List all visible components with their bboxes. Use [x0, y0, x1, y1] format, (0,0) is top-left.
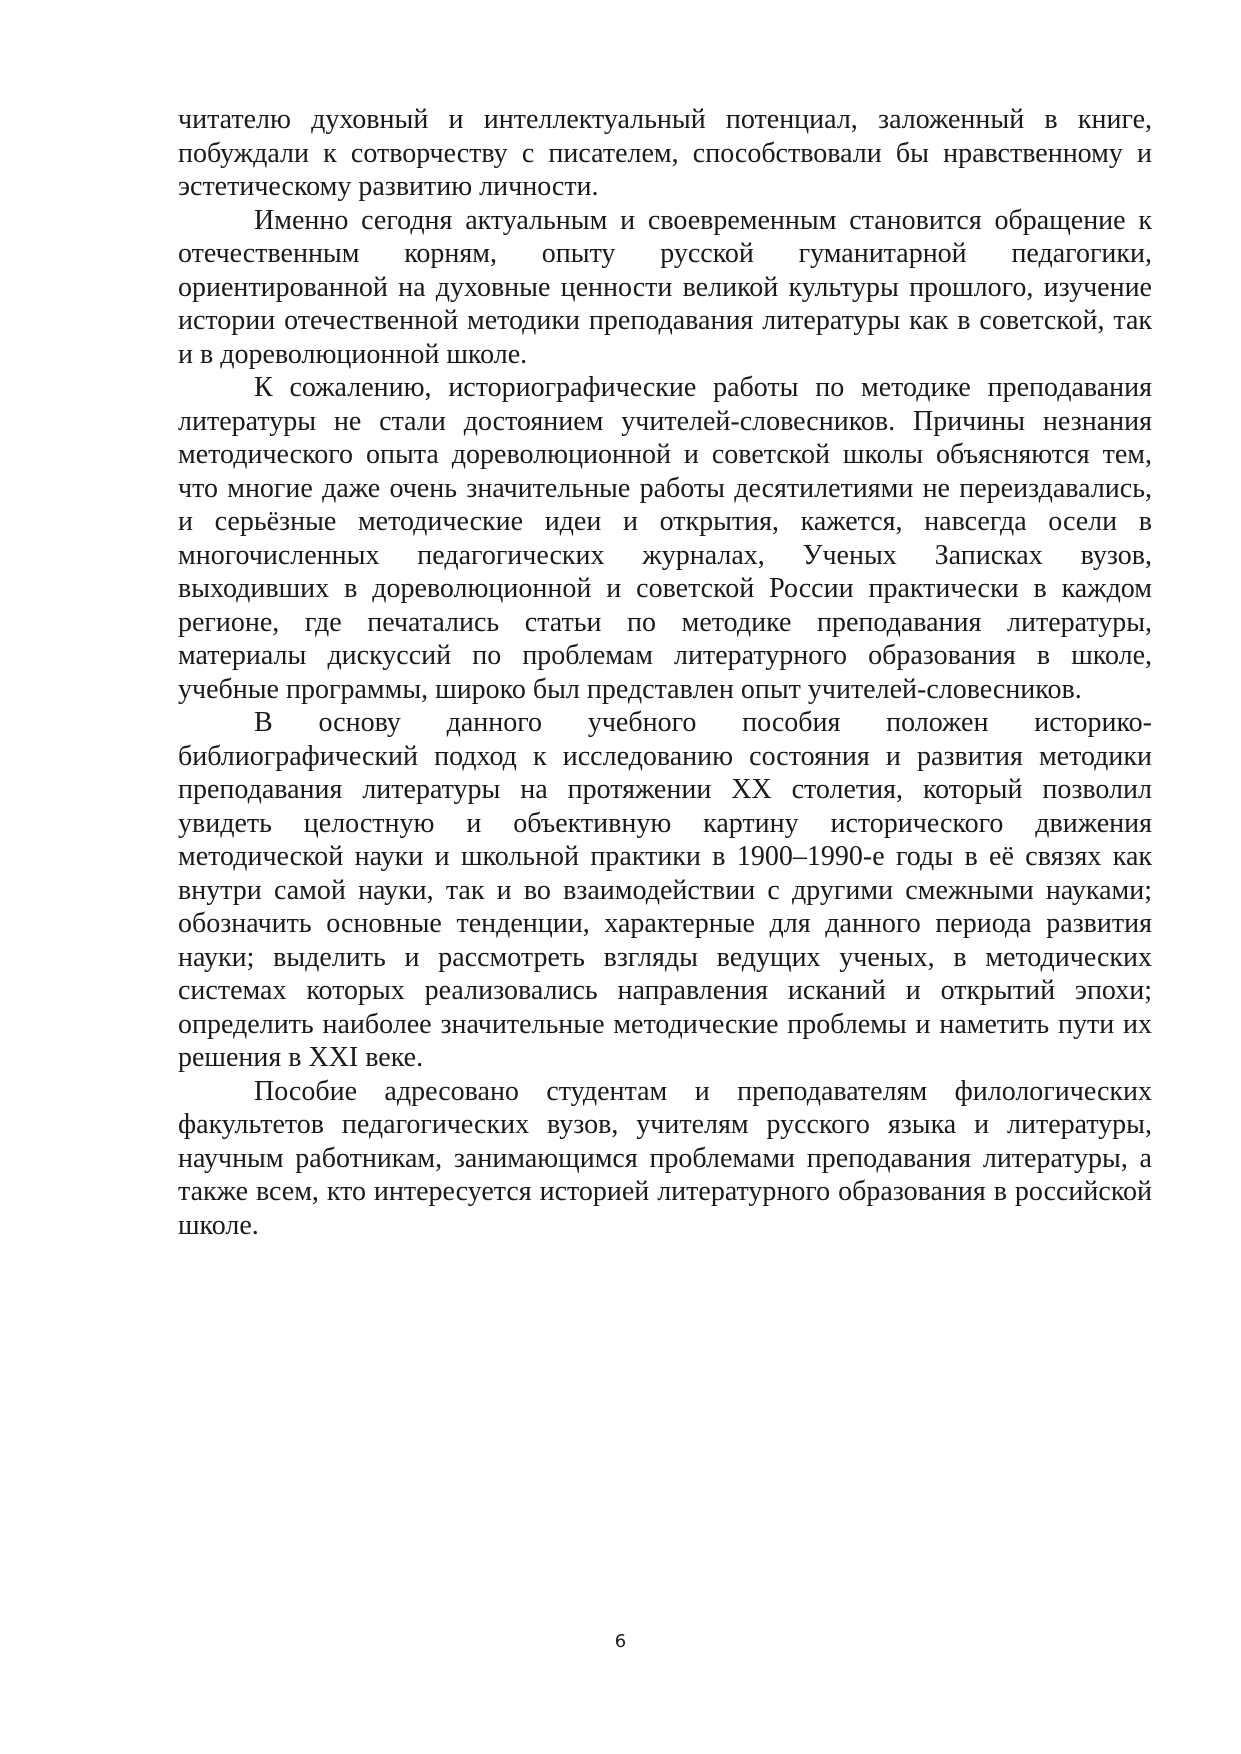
page-number: 6	[614, 1631, 627, 1652]
paragraph-approach: В основу данного учебного пособия положен историко-библиографический подход к исследованию состояния и развития методики преподавания литературы на протяжении XX столетия, который позволил увидеть целостную и объективную картину исторического движения методической науки и школьной практики в 1900–1990-е годы в её связях как внутри самой науки, так и во взаимодействии с другими смежными науками; обозначить основные тенденции, характерные для данного периода развития науки; выделить и рассмотреть взгляды ведущих ученых, в методических системах которых реализовались направления исканий и открытий эпохи; определить наиболее значительные методические проблемы и наметить пути их решения в XXI веке.	[178, 707, 1152, 1073]
paragraph-historiography: К сожалению, историографические работы по методике преподавания литературы не стали достоянием учителей-словесников. Причины незнания методического опыта дореволюционной и советской школы объясняются тем, что многие даже очень значительные работы десятилетиями не переиздавались, и серьёзные методические идеи и открытия, кажется, навсегда осели в многочисленных педагогических журналах, Ученых Записках вузов, выходивших в дореволюционной и советской России практически в каждом регионе, где печатались статьи по методике преподавания литературы, материалы дискуссий по проблемам литературного образования в школе, учебные программы, широко был представлен опыт учителей-словесников.	[178, 372, 1152, 705]
paragraph-continuation: читателю духовный и интеллектуальный потенциал, заложенный в книге, побуждали к сотворчеству с писателем, способствовали бы нравственному и эстетическому развитию личности.	[178, 104, 1152, 202]
paragraph-audience: Пособие адресовано студентам и преподавателям филологических факультетов педагогических вузов, учителям русского языка и литературы, научным работникам, занимающимся проблемами преподавания литературы, а также всем, кто интересуется историей литературного образования в российской школе.	[178, 1075, 1152, 1241]
paragraph-relevance: Именно сегодня актуальным и своевременным становится обращение к отечественным корням, опыту русской гуманитарной педагогики, ориентированной на духовные ценности великой культуры прошлого, изучение истории отечественной методики преподавания литературы как в советской, так и в дореволюционной школе.	[178, 204, 1152, 370]
document-body	[178, 103, 1152, 1242]
